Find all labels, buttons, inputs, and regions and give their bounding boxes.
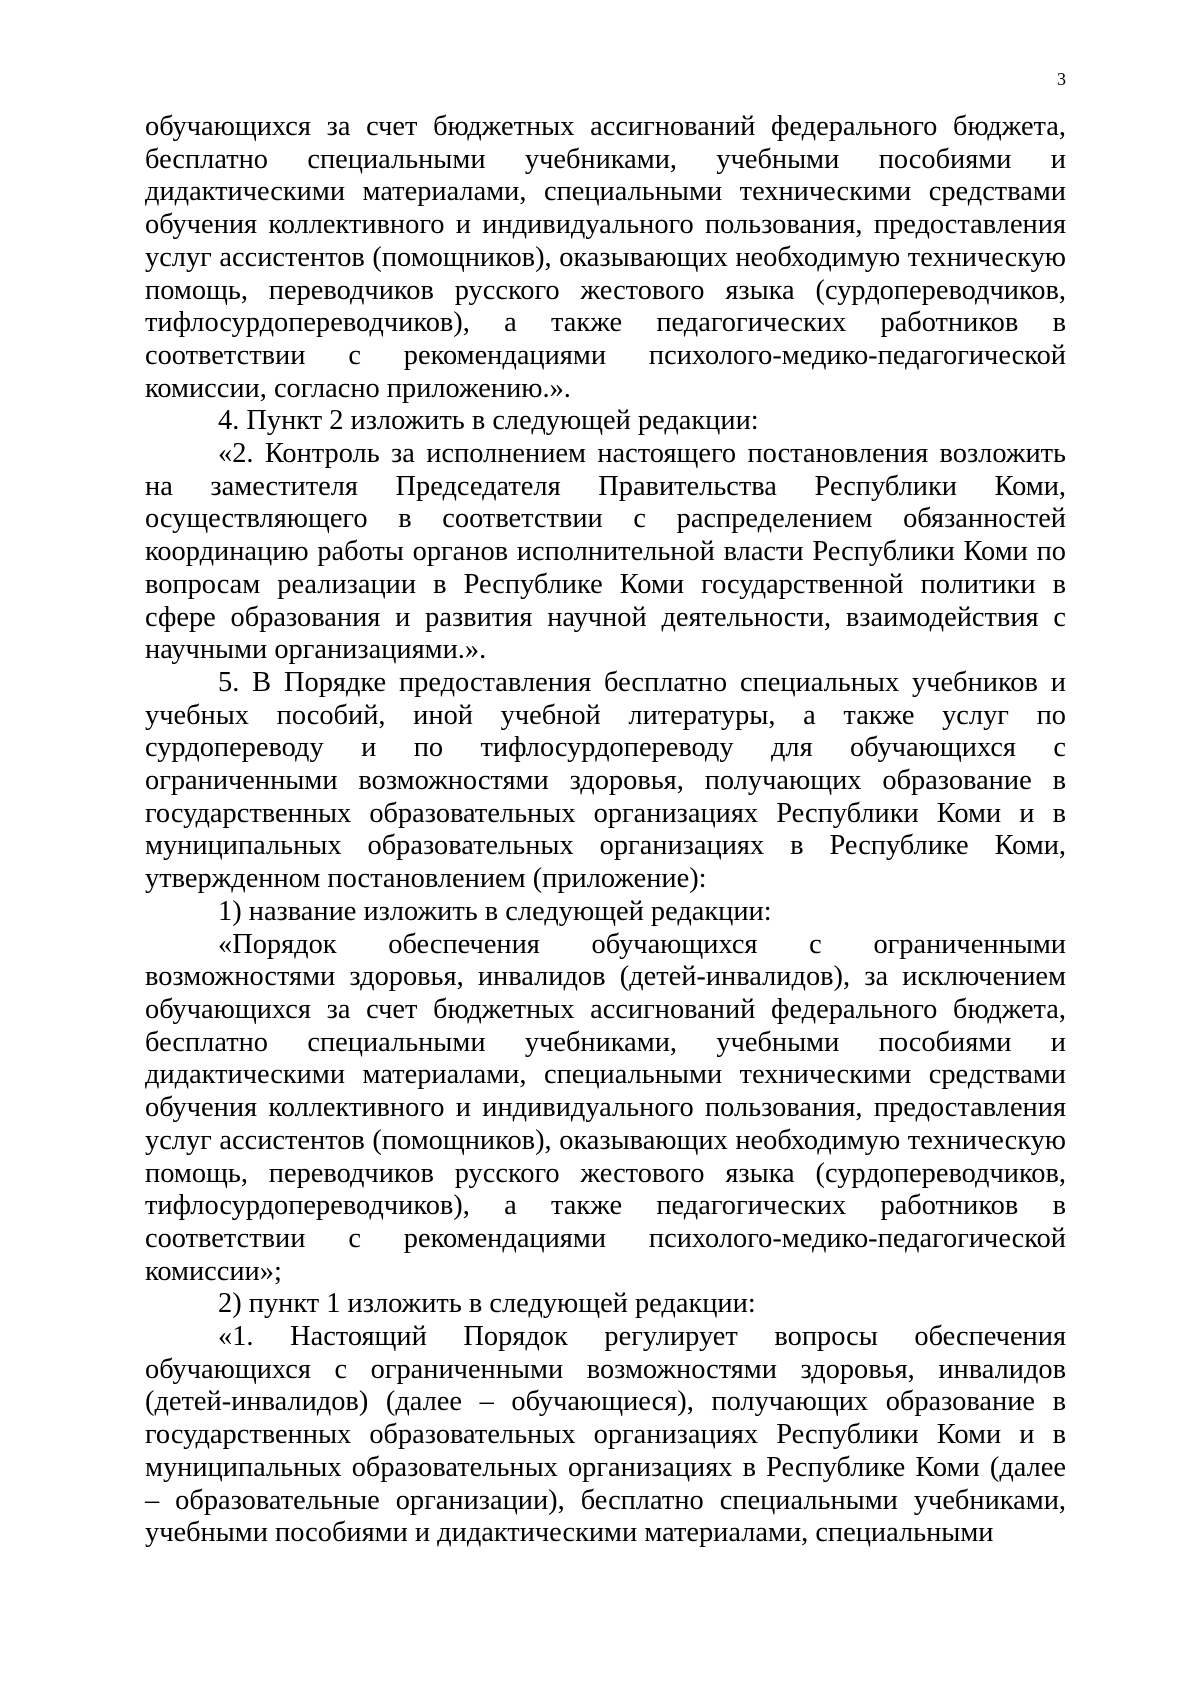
- paragraph-quote-title: «Порядок обеспечения обучающихся с ограниченными возможностями здоровья, инвалидов (детей-инвалидов), за исключением обучающихся за счет бюджетных ассигнований федерального бюджета, бесплатно специальными учебниками, учебными пособиями и дидактическими материалами, специальными техническими средствами обучения коллективного и индивидуального пользования, предоставления услуг ассистентов (помощников), оказывающих необходимую техническую помощь, переводчиков русского жестового языка (сурдопереводчиков, тифлосурдопереводчиков), а также педагогических работников в соответствии с рекомендациями психолого-медико-педагогической комиссии»;: [145, 928, 1066, 1287]
- paragraph-quote-point-2: «2. Контроль за исполнением настоящего постановления возложить на заместителя Председателя Правительства Республики Коми, осуществляющего в соответствии с распределением обязанностей координацию работы органов исполнительной власти Республики Коми по вопросам реализации в Республике Коми государственной политики в сфере образования и развития научной деятельности, взаимодействия с научными организациями.».: [145, 438, 1066, 666]
- paragraph-quote-point-1: «1. Настоящий Порядок регулирует вопросы обеспечения обучающихся с ограниченными возможностями здоровья, инвалидов (детей-инвалидов) (далее – обучающиеся), получающих образование в государственных образовательных организациях Республики Коми и в муниципальных образовательных организациях в Республике Коми (далее – образовательные организации), бесплатно специальными учебниками, учебными пособиями и дидактическими материалами, специальными: [145, 1321, 1066, 1549]
- paragraph-subitem-2: 2) пункт 1 изложить в следующей редакции:: [218, 1288, 756, 1320]
- paragraph-continuation: обучающихся за счет бюджетных ассигнований федерального бюджета, бесплатно специальными учебниками, учебными пособиями и дидактическими материалами, специальными техническими средствами обучения коллективного и индивидуального пользования, предоставления услуг ассистентов (помощников), оказывающих необходимую техническую помощь, переводчиков русского жестового языка (сурдопереводчиков, тифлосурдопереводчиков), а также педагогических работников в соответствии с рекомендациями психолого-медико-педагогической комиссии, согласно приложению.».: [145, 111, 1066, 404]
- paragraph-item-5: 5. В Порядке предоставления бесплатно специальных учебников и учебных пособий, иной учебной литературы, а также услуг по сурдопереводу и по тифлосурдопереводу для обучающихся с ограниченными возможностями здоровья, получающих образование в государственных образовательных организациях Республики Коми и в муниципальных образовательных организациях в Республике Коми, утвержденном постановлением (приложение):: [145, 666, 1066, 895]
- paragraph-subitem-1: 1) название изложить в следующей редакции:: [218, 895, 772, 927]
- document-body: [145, 111, 1066, 1550]
- paragraph-item-4: 4. Пункт 2 изложить в следующей редакции:: [218, 405, 759, 437]
- page-number: 3: [1057, 69, 1066, 89]
